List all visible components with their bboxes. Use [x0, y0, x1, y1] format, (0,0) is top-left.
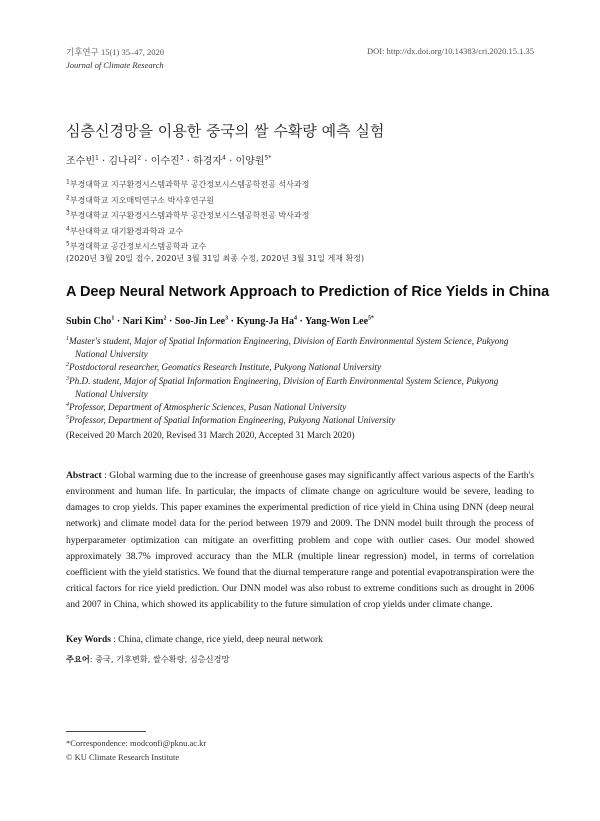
author-sup: 3	[179, 154, 184, 162]
affiliation-text: 부경대학교 지구환경시스템과학부 공간정보시스템공학전공 박사과정	[69, 211, 310, 221]
korean-affiliations	[66, 177, 536, 255]
affiliation-text: Postdoctoral researcher, Geomatics Research Institute, Pukyong National University	[69, 362, 382, 373]
korean-title: 심층신경망을 이용한 중국의 쌀 수확량 예측 실험	[66, 122, 385, 140]
affiliation-text: Master's student, Major of Spatial Information Engineering, Division of Earth Environmental System Science, Pukyong	[69, 336, 509, 346]
author-sup: 2	[163, 315, 167, 322]
affiliation-sup: 3	[66, 375, 69, 382]
author-sup: 4	[293, 315, 297, 322]
affiliation-item	[66, 361, 546, 374]
journal-ref-korean: 기후연구 15(1) 35–47, 2020	[66, 47, 165, 57]
affiliation-continuation: National University	[75, 349, 148, 360]
affiliation-sup: 5	[66, 240, 70, 248]
author-sup: 5*	[264, 154, 272, 162]
author-separator: ·	[102, 156, 106, 167]
affiliation-text: 부산대학교 대기환경과학과 교수	[69, 226, 184, 236]
author-sup: 4	[222, 154, 226, 162]
english-title: A Deep Neural Network Approach to Prediction of Rice Yields in China	[66, 284, 550, 300]
affiliation-item	[66, 335, 546, 348]
keywords-label: Key Words	[66, 635, 111, 645]
author-separator: ·	[299, 316, 303, 327]
affiliation-sup: 1	[66, 178, 70, 186]
author-sup: 3	[225, 315, 229, 322]
author-sup: 2	[137, 154, 142, 162]
affiliation-item	[66, 224, 536, 240]
affiliation-text: 부경대학교 지오매틱연구소 박사후연구원	[69, 195, 215, 205]
affiliation-sup: 4	[66, 225, 70, 233]
keywords-text: : China, climate change, rice yield, deep neural network	[110, 635, 323, 645]
affiliation-sup: 4	[66, 401, 69, 408]
abstract-text: : Global warming due to the increase of greenhouse gases may significantly affect various aspects of the Earth's environment and human life. In particular, the impacts of climate change on agriculture would be severe, leading to damages to crop yields. This paper examines the experimental prediction of rice yield in China using DNN (deep neural network) and climate model data for the period between 1979 and 2009. The DNN model built through the process of hyperparameter optimization can mitigate an overfitting problem and cope with outlier cases. Our model showed approximately 38.7% improved accuracy than the MLR (multiple linear regression) model, in terms of correlation coefficient with the yield statistics. We found that the diurnal temperature range and potential evapotranspiration were the critical factors for rice yield prediction. Our DNN model was also robust to extreme conditions such as drought in 2006 and 2007 in China, which showed its applicability to the future simulation of crop yields under climate change.	[66, 470, 534, 611]
author-separator: ·	[229, 156, 233, 167]
korean-received-dates: (2020년 3월 20일 접수, 2020년 3월 31일 최종 수정, 2020년 3월 31일 게재 확정)	[66, 254, 365, 263]
author-name: 하경자	[193, 156, 223, 167]
affiliation-item	[66, 401, 546, 414]
affiliation-sup: 5	[66, 415, 69, 422]
abstract-label: Abstract	[66, 470, 102, 481]
korean-keywords-text: : 중국, 기후변화, 쌀수확량, 심층신경망	[89, 654, 230, 664]
english-authors	[66, 316, 374, 327]
author-name: Nari Kim	[122, 316, 164, 327]
keywords	[66, 635, 536, 645]
author-name: Soo-Jin Lee	[174, 316, 226, 327]
correspondence-email[interactable]: *Correspondence: modconfi@pknu.ac.kr	[66, 738, 207, 748]
author-separator: ·	[144, 156, 148, 167]
affiliation-item	[66, 208, 536, 224]
affiliation-continuation: National University	[75, 388, 148, 399]
author-separator: ·	[230, 316, 234, 327]
affiliation-text: 부경대학교 지구환경시스템과학부 공간정보시스템공학전공 석사과정	[69, 180, 310, 189]
affiliation-item	[66, 375, 546, 388]
copyright-notice: © KU Climate Research Institute	[66, 751, 180, 762]
author-separator: ·	[186, 156, 190, 167]
journal-header	[66, 46, 164, 72]
affiliation-sup: 2	[66, 193, 70, 201]
footnote-divider	[66, 731, 146, 732]
korean-authors	[66, 152, 271, 167]
affiliation-item	[66, 177, 536, 193]
author-name: Yang-Won Lee	[304, 316, 369, 327]
affiliation-text: Professor, Department of Spatial Information Engineering, Pukyong National University	[69, 415, 396, 426]
author-sup: 1	[111, 315, 115, 322]
author-name: Kyung-Ja Ha	[236, 316, 294, 327]
korean-keywords-label: 주요어	[66, 654, 90, 664]
affiliation-text: 부경대학교 공간정보시스템공학과 교수	[69, 242, 207, 252]
english-affiliations	[66, 335, 546, 427]
affiliation-item	[66, 193, 536, 209]
author-sup: 1	[94, 154, 99, 162]
affiliation-text: Professor, Department of Atmospheric Sciences, Pusan National University	[69, 402, 347, 413]
abstract	[66, 468, 534, 613]
affiliation-item	[66, 414, 546, 427]
author-separator: ·	[116, 316, 121, 327]
author-name: 조수빈	[66, 156, 95, 167]
author-name: Subin Cho	[66, 316, 112, 327]
author-name: 이수진	[150, 156, 180, 167]
korean-keywords	[66, 654, 536, 665]
affiliation-sup: 3	[66, 209, 70, 217]
author-name: 김나리	[108, 156, 138, 167]
doi-link[interactable]: DOI: http://dx.doi.org/10.14383/cri.2020.15.1.35	[366, 46, 534, 56]
affiliation-text: Ph.D. student, Major of Spatial Information Engineering, Division of Earth Environmental System Science, Pukyong	[69, 375, 499, 386]
affiliation-sup: 2	[66, 362, 69, 369]
author-separator: ·	[168, 316, 173, 327]
footnotes	[66, 737, 206, 764]
author-name: 이양원	[235, 156, 265, 167]
affiliation-sup: 1	[66, 335, 69, 342]
journal-name: Journal of Climate Research	[66, 60, 164, 70]
english-received-dates: (Received 20 March 2020, Revised 31 March 2020, Accepted 31 March 2020)	[66, 430, 355, 440]
author-sup: 5*	[368, 315, 375, 322]
